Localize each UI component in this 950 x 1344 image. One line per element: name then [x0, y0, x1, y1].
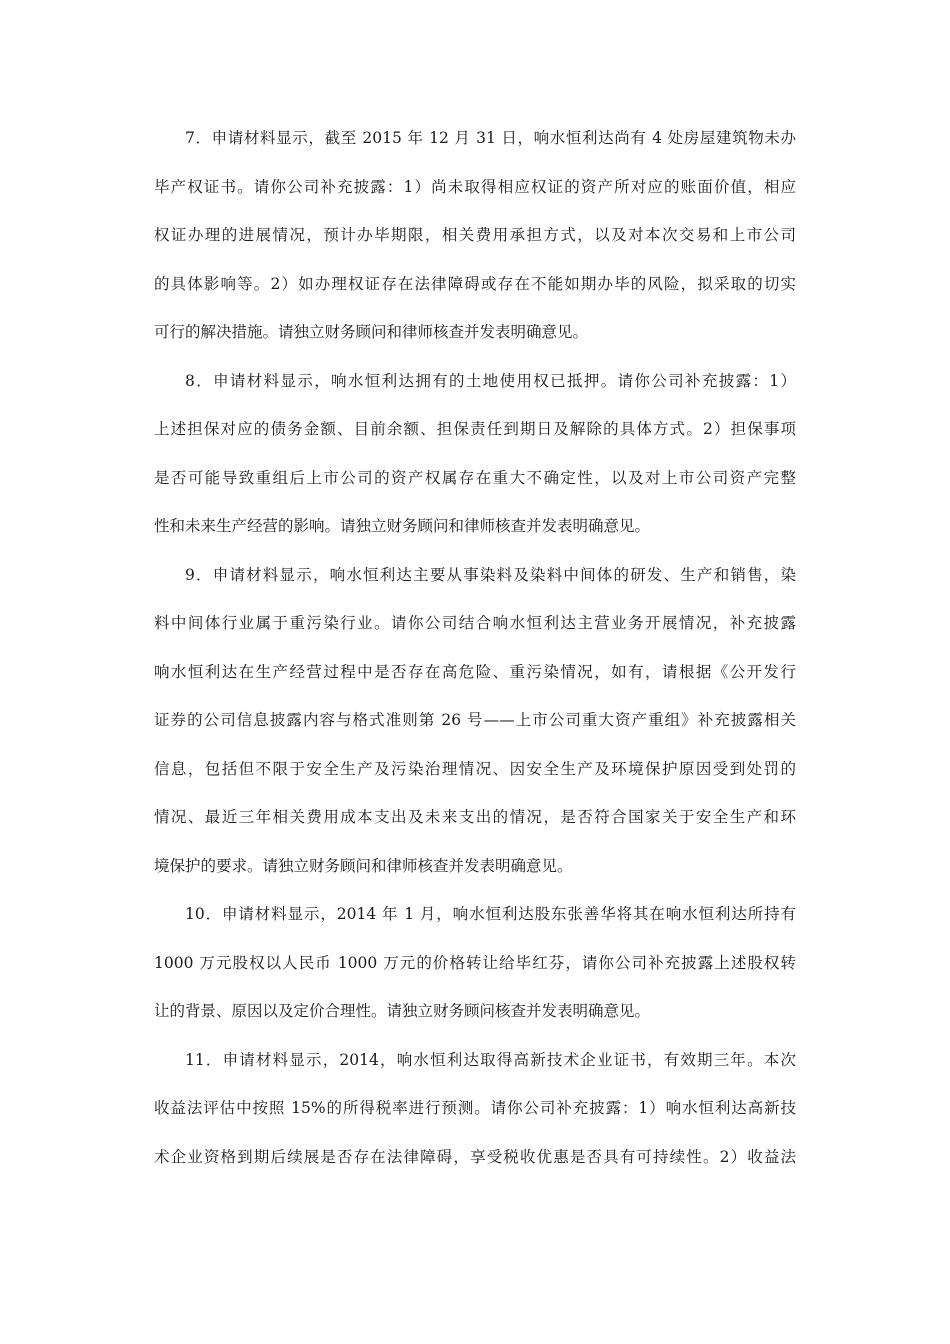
text-line: 1000 万元股权以人民币 1000 万元的价格转让给毕红芬，请你公司补充披露上述股权转: [154, 953, 796, 972]
text-line: 境保护的要求。请独立财务顾问和律师核查并发表明确意见。: [154, 856, 573, 875]
text-line: 证券的公司信息披露内容与格式准则第 26 号——上市公司重大资产重组》补充披露相关: [154, 711, 796, 729]
text-line: 上述担保对应的债务金额、目前余额、担保责任到期日及解除的具体方式。2）担保事项: [154, 420, 796, 438]
paragraph-item-7: [154, 114, 796, 357]
text-line: 信息，包括但不限于安全生产及污染治理情况、因安全生产及环境保护原因受到处罚的: [154, 759, 796, 778]
text-line: 收益法评估中按照 15%的所得税率进行预测。请你公司补充披露：1）响水恒利达高新技: [154, 1099, 796, 1117]
text-line: 可行的解决措施。请独立财务顾问和律师核查并发表明确意见。: [154, 323, 589, 341]
text-line: 11．申请材料显示，2014，响水恒利达取得高新技术企业证书，有效期三年。本次: [185, 1050, 796, 1069]
paragraph-item-11: [154, 1036, 796, 1182]
text-line: 响水恒利达在生产经营过程中是否存在高危险、重污染情况，如有，请根据《公开发行: [154, 662, 796, 681]
text-line: 是否可能导致重组后上市公司的资产权属存在重大不确定性，以及对上市公司资产完整: [154, 468, 796, 487]
paragraph-item-10: [154, 890, 796, 1036]
text-line: 8．申请材料显示，响水恒利达拥有的土地使用权已抵押。请你公司补充披露：1）: [185, 371, 796, 390]
document-body: [154, 114, 796, 1181]
text-line: 情况、最近三年相关费用成本支出及未来支出的情况，是否符合国家关于安全生产和环: [154, 808, 796, 826]
text-line: 性和未来生产经营的影响。请独立财务顾问和律师核查并发表明确意见。: [154, 517, 651, 535]
text-line: 料中间体行业属于重污染行业。请你公司结合响水恒利达主营业务开展情况，补充披露: [154, 614, 796, 632]
paragraph-item-9: [154, 551, 796, 891]
text-line: 让的背景、原因以及定价合理性。请独立财务顾问核查并发表明确意见。: [154, 1002, 651, 1020]
text-line: 的具体影响等。2）如办理权证存在法律障碍或存在不能如期办毕的风险，拟采取的切实: [154, 274, 796, 293]
text-line: 10．申请材料显示，2014 年 1 月，响水恒利达股东张善华将其在响水恒利达所持有: [185, 905, 796, 923]
paragraph-item-8: [154, 357, 796, 551]
text-line: 毕产权证书。请你公司补充披露：1）尚未取得相应权证的资产所对应的账面价值，相应: [154, 177, 796, 196]
text-line: 术企业资格到期后续展是否存在法律障碍，享受税收优惠是否具有可持续性。2）收益法: [154, 1147, 796, 1166]
text-line: 9．申请材料显示，响水恒利达主要从事染料及染料中间体的研发、生产和销售，染: [185, 565, 796, 584]
text-line: 7．申请材料显示，截至 2015 年 12 月 31 日，响水恒利达尚有 4 处房屋建筑物未办: [185, 129, 796, 147]
text-line: 权证办理的进展情况，预计办毕期限，相关费用承担方式，以及对本次交易和上市公司: [154, 226, 796, 244]
